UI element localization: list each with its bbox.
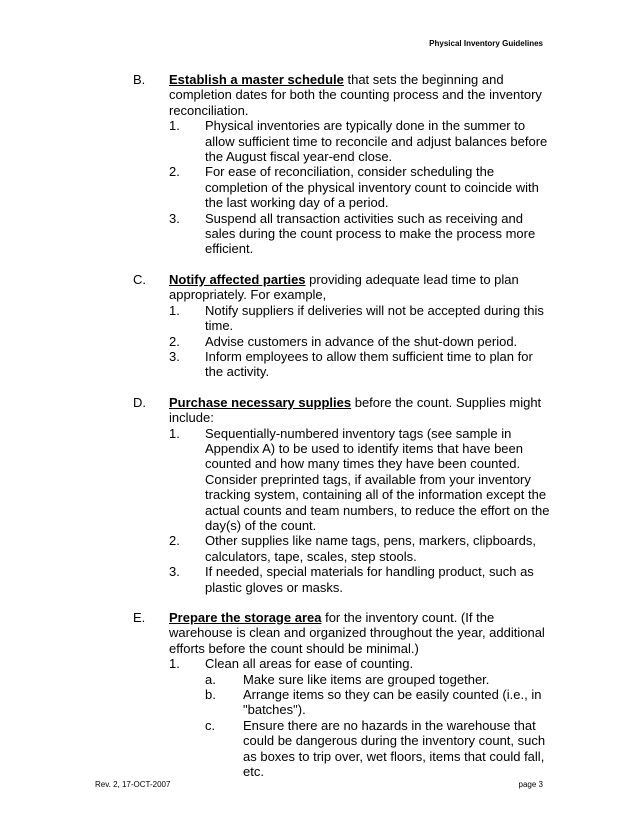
subitem-text: Ensure there are no hazards in the warehouse that could be dangerous during the inventory count, such as boxes to trip over, wet floors, items that could fall, etc. xyxy=(243,717,546,780)
section-text: providing adequate lead time to plan appropriately. For example, xyxy=(169,271,519,303)
section-lead: Purchase necessary supplies xyxy=(169,394,352,410)
section-text: before the count. Supplies might include: xyxy=(169,394,542,426)
item-number: 1. xyxy=(169,118,180,134)
footer-page-number: page 3 xyxy=(518,780,543,789)
item-text: For ease of reconciliation, consider scheduling the completion of the physical inventory count to coincide with the last working day of a period. xyxy=(205,164,539,211)
list-item xyxy=(169,334,553,349)
section-text: for the inventory count. (If the warehouse is clean and organized throughout the year, additional efforts before the count should be minimal.) xyxy=(169,610,545,656)
item-number: 1. xyxy=(169,656,180,672)
section-b xyxy=(133,72,553,257)
item-text: Physical inventories are typically done in the summer to allow sufficient time to reconcile and adjust balances before the August fiscal year-end close. xyxy=(205,118,548,165)
list-item xyxy=(169,164,553,210)
item-text: Clean all areas for ease of counting. xyxy=(205,656,414,672)
subitem-letter: a. xyxy=(205,671,216,687)
section-letter: C. xyxy=(133,271,146,287)
list-item xyxy=(169,564,553,595)
section-heading xyxy=(133,72,553,118)
item-number: 3. xyxy=(169,564,180,580)
item-text: Other supplies like name tags, pens, markers, clipboards, calculators, tape, scales, step stools. xyxy=(205,533,536,564)
list-item xyxy=(169,118,553,164)
item-number: 1. xyxy=(169,302,180,318)
list-item xyxy=(169,533,553,564)
page-header: Physical Inventory Guidelines xyxy=(429,39,543,48)
item-number: 2. xyxy=(169,333,180,349)
subitem-letter: b. xyxy=(205,687,216,703)
item-text: Suspend all transaction activities such as receiving and sales during the count process to make the process more efficient. xyxy=(205,210,536,257)
subitem-text: Arrange items so they can be easily counted (i.e., in "batches"). xyxy=(243,687,542,718)
item-text: Sequentially-numbered inventory tags (see sample in Appendix A) to be used to identify items that have been counted and how many times they have been counted. Consider preprinted tags, if available from your inventory tracking system, containing all of the information except the actual counts and team numbers, to reduce the effort on the day(s) of the count. xyxy=(205,425,550,533)
section-intro xyxy=(169,610,553,656)
section-lead: Notify affected parties xyxy=(169,271,306,287)
section-letter: E. xyxy=(133,610,146,625)
item-number: 2. xyxy=(169,533,180,549)
section-intro xyxy=(169,272,553,303)
sub-list-item xyxy=(205,718,553,780)
section-text: that sets the beginning and completion dates for both the counting process and the inventory reconciliation. xyxy=(169,72,542,118)
sub-list-item xyxy=(205,672,553,687)
item-number: 3. xyxy=(169,210,180,226)
section-e xyxy=(133,610,553,779)
section-letter: B. xyxy=(133,72,146,87)
item-number: 1. xyxy=(169,425,180,441)
subitem-letter: c. xyxy=(205,717,216,733)
section-heading xyxy=(133,395,553,426)
subitem-text: Make sure like items are grouped together. xyxy=(243,671,490,687)
section-d xyxy=(133,395,553,595)
list-item xyxy=(169,303,553,334)
list-item xyxy=(169,426,553,534)
list-item xyxy=(169,211,553,257)
section-lead: Establish a master schedule xyxy=(169,72,344,87)
item-text: Advise customers in advance of the shut-down period. xyxy=(205,333,518,349)
item-text: If needed, special materials for handling product, such as plastic gloves or masks. xyxy=(205,564,534,595)
section-heading xyxy=(133,610,553,656)
list-item xyxy=(169,349,553,380)
section-c xyxy=(133,272,553,380)
section-lead: Prepare the storage area xyxy=(169,610,322,625)
list-item xyxy=(169,656,553,671)
document-body xyxy=(133,72,553,794)
footer-revision: Rev. 2, 17-OCT-2007 xyxy=(95,780,171,789)
section-intro xyxy=(169,395,553,426)
sub-list-item xyxy=(205,687,553,718)
item-text: Notify suppliers if deliveries will not be accepted during this time. xyxy=(205,302,544,334)
section-letter: D. xyxy=(133,394,146,410)
section-heading xyxy=(133,272,553,303)
item-number: 3. xyxy=(169,348,180,364)
item-number: 2. xyxy=(169,164,180,180)
item-text: Inform employees to allow them sufficient time to plan for the activity. xyxy=(205,348,533,380)
section-intro xyxy=(169,72,553,118)
